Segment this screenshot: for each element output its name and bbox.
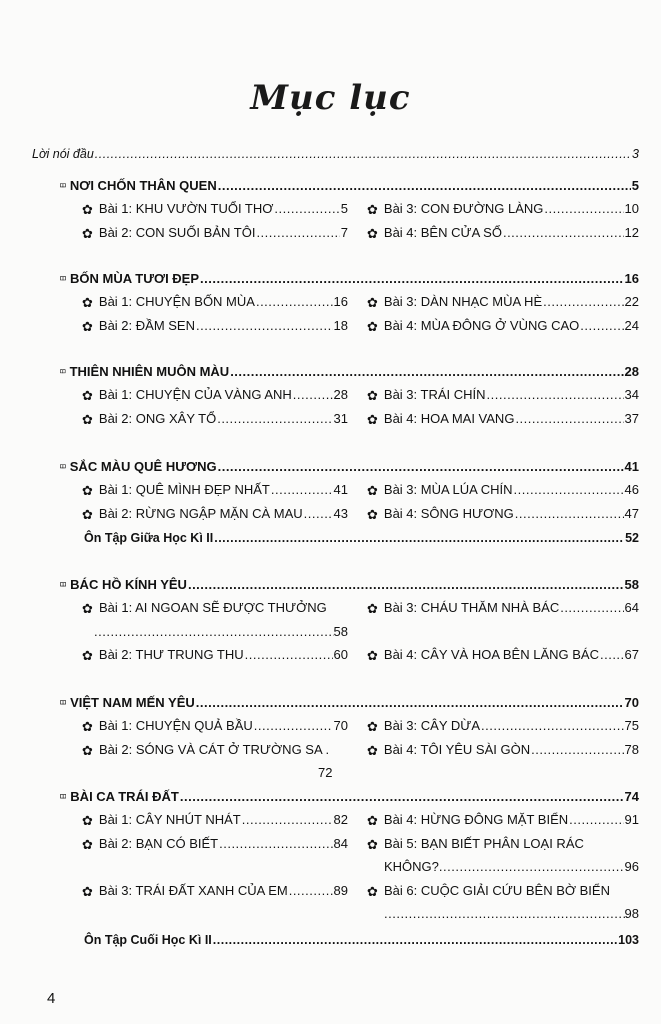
toc-lesson[interactable]: ✿ Bài 3: CHÁU THĂM NHÀ BÁC ..... 64 xyxy=(367,600,639,616)
toc-topic[interactable]: SẮC MÀU QUÊ HƯƠNG ..... 41 xyxy=(60,459,639,475)
flower-icon: ✿ xyxy=(82,388,93,403)
toc-lesson[interactable]: ✿ Bài 4: MÙA ĐÔNG Ở VÙNG CAO ..... 24 xyxy=(367,318,639,334)
flower-icon: ✿ xyxy=(367,483,378,498)
flower-icon: ✿ xyxy=(82,507,93,522)
book-icon xyxy=(60,697,66,708)
toc-lesson[interactable]: ✿ Bài 1: QUÊ MÌNH ĐẸP NHẤT ..... 41 xyxy=(82,482,348,498)
toc-lesson-continuation: ..... 58 xyxy=(94,624,348,640)
toc-topic[interactable]: THIÊN NHIÊN MUÔN MÀU ..... 28 xyxy=(60,364,639,380)
toc-lesson[interactable]: ✿ Bài 1: CHUYỆN CỦA VÀNG ANH ..... 28 xyxy=(82,387,348,403)
flower-icon: ✿ xyxy=(367,813,378,828)
toc-lesson[interactable]: ✿ Bài 1: CHUYỆN QUẢ BẦU ..... 70 xyxy=(82,718,348,734)
page-number: 4 xyxy=(47,990,56,1007)
toc-lesson[interactable]: ✿ Bài 3: CÂY DỪA ..... 75 xyxy=(367,718,639,734)
toc-lesson[interactable]: ✿ Bài 2: SÓNG VÀ CÁT Ở TRƯỜNG SA . xyxy=(82,742,330,758)
toc-lesson-continuation: KHÔNG? ..... 96 xyxy=(384,859,639,875)
toc-lesson[interactable]: ✿ Bài 4: CÂY VÀ HOA BÊN LĂNG BÁC ..... 67 xyxy=(367,647,639,663)
flower-icon: ✿ xyxy=(82,837,93,852)
flower-icon: ✿ xyxy=(82,743,93,758)
toc-lesson[interactable]: ✿ Bài 2: THƯ TRUNG THU ..... 60 xyxy=(82,647,348,663)
toc-lesson[interactable]: ✿ Bài 2: BẠN CÓ BIẾT ..... 84 xyxy=(82,836,348,852)
flower-icon: ✿ xyxy=(367,601,378,616)
toc-lesson[interactable]: ✿ Bài 4: TÔI YÊU SÀI GÒN ..... 78 xyxy=(367,742,639,758)
toc-lesson[interactable]: ✿ Bài 1: CÂY NHÚT NHÁT ..... 82 xyxy=(82,812,348,828)
flower-icon: ✿ xyxy=(367,507,378,522)
flower-icon: ✿ xyxy=(367,719,378,734)
flower-icon: ✿ xyxy=(367,648,378,663)
entry-page: 3 xyxy=(632,147,639,161)
book-icon xyxy=(60,461,66,472)
toc-lesson[interactable]: ✿ Bài 4: HOA MAI VANG ..... 37 xyxy=(367,411,639,427)
flower-icon: ✿ xyxy=(367,226,378,241)
toc-lesson[interactable]: ✿ Bài 4: SÔNG HƯƠNG ..... 47 xyxy=(367,506,639,522)
toc-lesson[interactable]: ✿ Bài 2: RỪNG NGẬP MẶN CÀ MAU ..... 43 xyxy=(82,506,348,522)
toc-lesson[interactable]: ✿ Bài 6: CUỘC GIẢI CỨU BÊN BỜ BIỂN xyxy=(367,883,610,899)
toc-lesson-continuation: 72 xyxy=(318,765,333,780)
book-icon xyxy=(60,273,66,284)
flower-icon: ✿ xyxy=(82,319,93,334)
toc-entry-midterm-review[interactable]: Ôn Tập Giữa Học Kì II ..... 52 xyxy=(84,530,639,546)
flower-icon: ✿ xyxy=(82,884,93,899)
flower-icon: ✿ xyxy=(82,295,93,310)
toc-lesson[interactable]: ✿ Bài 1: CHUYỆN BỐN MÙA ..... 16 xyxy=(82,294,348,310)
toc-topic[interactable]: NƠI CHỐN THÂN QUEN ..... 5 xyxy=(60,178,639,194)
toc-lesson[interactable]: ✿ Bài 4: BÊN CỬA SỔ ..... 12 xyxy=(367,225,639,241)
toc-lesson-continuation: ..... 98 xyxy=(384,906,639,922)
flower-icon: ✿ xyxy=(367,743,378,758)
toc-topic[interactable]: BỐN MÙA TƯƠI ĐẸP ..... 16 xyxy=(60,271,639,287)
flower-icon: ✿ xyxy=(82,226,93,241)
toc-lesson[interactable]: ✿ Bài 3: CON ĐƯỜNG LÀNG ..... 10 xyxy=(367,201,639,217)
book-icon xyxy=(60,366,66,377)
entry-label: Lời nói đầu xyxy=(32,147,94,161)
flower-icon: ✿ xyxy=(82,648,93,663)
toc-entry-intro[interactable] xyxy=(32,146,639,162)
toc-lesson[interactable]: ✿ Bài 5: BẠN BIẾT PHÂN LOẠI RÁC xyxy=(367,836,584,852)
flower-icon: ✿ xyxy=(82,719,93,734)
flower-icon: ✿ xyxy=(367,202,378,217)
toc-lesson[interactable]: ✿ Bài 2: ONG XÂY TỔ ..... 31 xyxy=(82,411,348,427)
toc-lesson[interactable]: ✿ Bài 2: ĐẦM SEN ..... 18 xyxy=(82,318,348,334)
book-icon xyxy=(60,180,66,191)
toc-lesson[interactable]: ✿ Bài 3: DÀN NHẠC MÙA HÈ ..... 22 xyxy=(367,294,639,310)
flower-icon: ✿ xyxy=(367,388,378,403)
flower-icon: ✿ xyxy=(367,884,378,899)
toc-topic[interactable]: BÀI CA TRÁI ĐẤT ..... 74 xyxy=(60,789,639,805)
flower-icon: ✿ xyxy=(367,319,378,334)
toc-lesson[interactable]: ✿ Bài 2: CON SUỐI BẢN TÔI ..... 7 xyxy=(82,225,348,241)
toc-topic[interactable]: VIỆT NAM MẾN YÊU ..... 70 xyxy=(60,695,639,711)
toc-lesson[interactable]: ✿ Bài 3: MÙA LÚA CHÍN ..... 46 xyxy=(367,482,639,498)
flower-icon: ✿ xyxy=(82,601,93,616)
flower-icon: ✿ xyxy=(367,412,378,427)
flower-icon: ✿ xyxy=(367,295,378,310)
flower-icon: ✿ xyxy=(82,412,93,427)
toc-topic[interactable]: BÁC HỒ KÍNH YÊU ..... 58 xyxy=(60,577,639,593)
toc-lesson[interactable]: ✿ Bài 3: TRÁI CHÍN ..... 34 xyxy=(367,387,639,403)
flower-icon: ✿ xyxy=(82,813,93,828)
toc-entry-final-review[interactable]: Ôn Tập Cuối Học Kì II ..... 103 xyxy=(84,932,639,948)
page-title: Mục lục xyxy=(250,78,411,118)
flower-icon: ✿ xyxy=(82,483,93,498)
toc-lesson[interactable]: ✿ Bài 3: TRÁI ĐẤT XANH CỦA EM ..... 89 xyxy=(82,883,348,899)
book-icon xyxy=(60,579,66,590)
toc-lesson[interactable]: ✿ Bài 1: AI NGOAN SẼ ĐƯỢC THƯỞNG xyxy=(82,600,327,616)
flower-icon: ✿ xyxy=(367,837,378,852)
flower-icon: ✿ xyxy=(82,202,93,217)
toc-lesson[interactable]: ✿ Bài 1: KHU VƯỜN TUỔI THƠ ..... 5 xyxy=(82,201,348,217)
toc-lesson[interactable]: ✿ Bài 4: HỪNG ĐÔNG MẶT BIỂN ..... 91 xyxy=(367,812,639,828)
book-icon xyxy=(60,791,66,802)
